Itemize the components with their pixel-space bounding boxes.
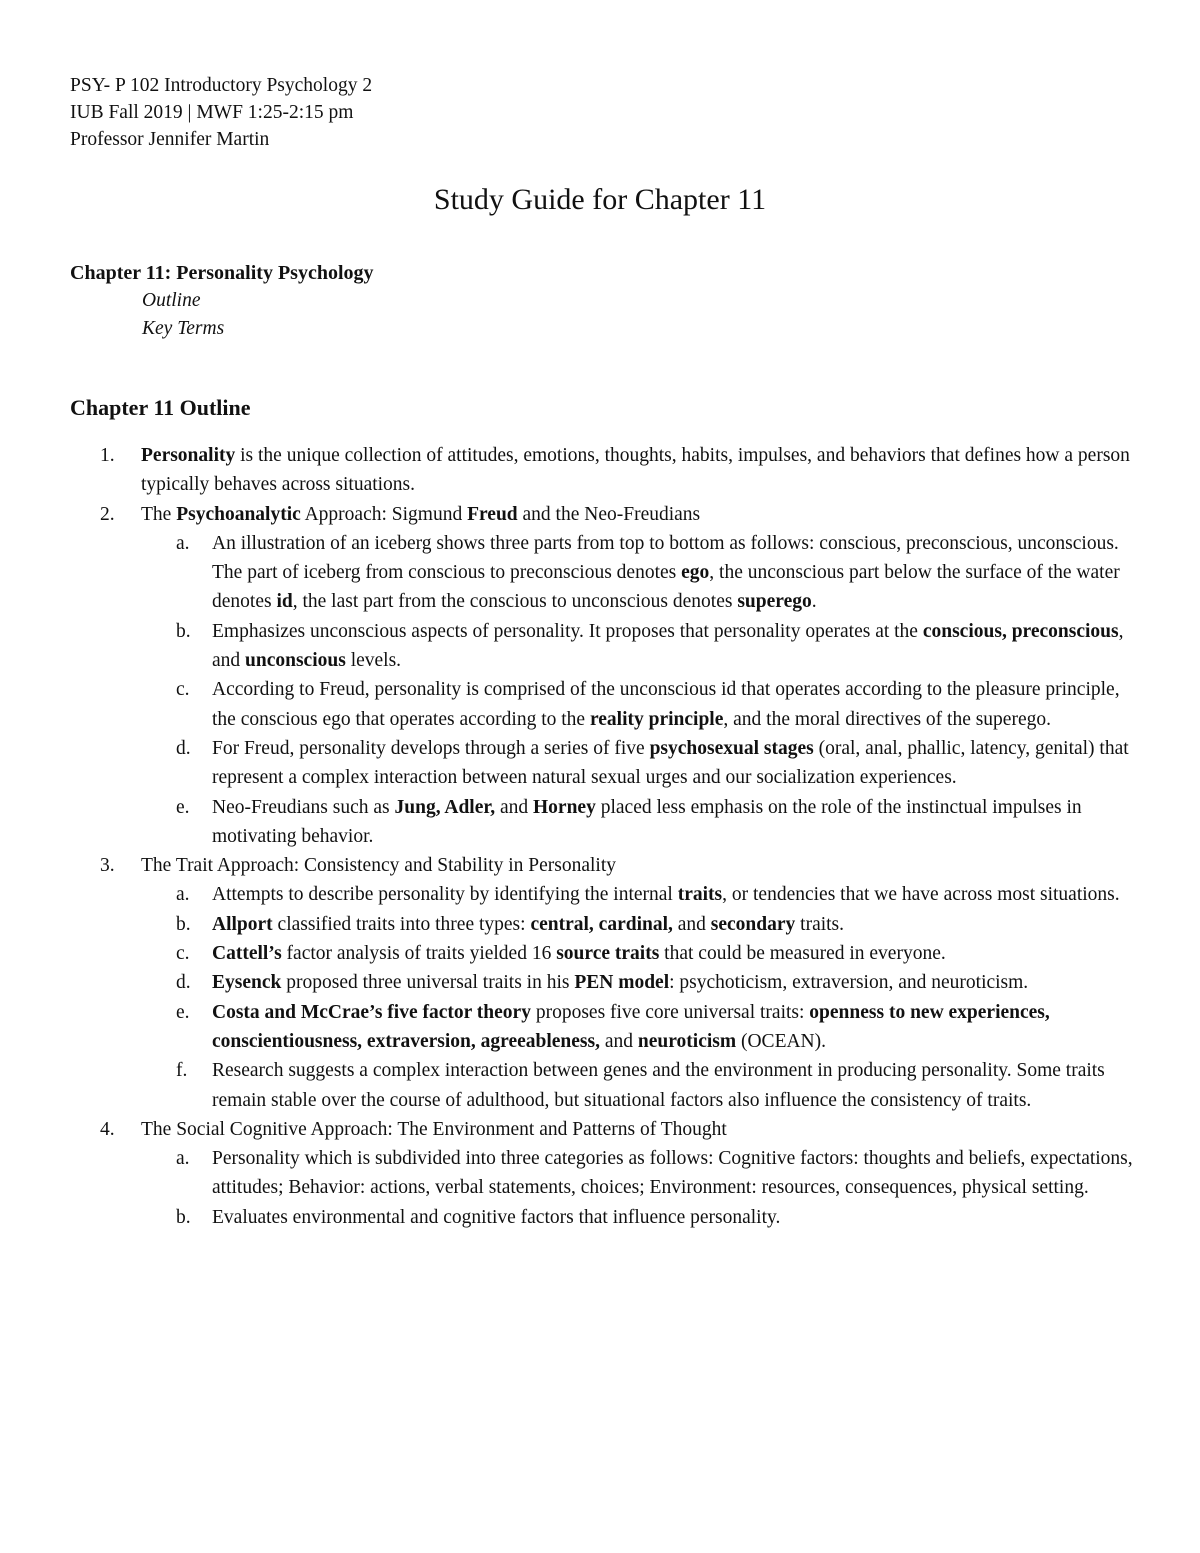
course-name: PSY- P 102 Introductory Psychology 2 — [70, 75, 373, 96]
bold-term: ego — [681, 562, 710, 584]
text-run: is the unique collection of attitudes, emotions, thoughts, habits, impulses, and behaviors that defines how a person typically behaves across situations. — [141, 445, 1130, 496]
text-run: Attempts to describe personality by identifying the internal — [212, 884, 678, 906]
outline-item-text — [141, 445, 1130, 495]
outline-subitem-text — [212, 1060, 1105, 1110]
text-run: . — [811, 591, 817, 613]
text-run: , the last part from the conscious to unconscious denotes — [292, 591, 738, 613]
contents-item-outline: Outline — [142, 290, 201, 311]
outline-item-text — [141, 855, 616, 876]
page-title: Study Guide for Chapter 11 — [433, 183, 767, 216]
bold-term: source traits — [556, 943, 660, 965]
bold-term: Horney — [533, 796, 596, 818]
bold-term: unconscious — [245, 650, 346, 672]
bold-term: Eysenck — [212, 972, 282, 994]
text-run: The Trait Approach: Consistency and Stability in Personality — [141, 855, 617, 877]
text-run: and — [672, 913, 711, 935]
text-run: factor analysis of traits yielded 16 — [281, 943, 557, 965]
outline-subitem-marker: e. — [176, 796, 190, 818]
outline-subitem — [70, 968, 1140, 997]
bold-term: Freud — [467, 503, 518, 525]
outline-subitem-text — [212, 679, 1120, 729]
outline-subitem — [70, 675, 1140, 734]
outline-subitem-text — [212, 797, 1082, 847]
outline-subitem-marker: c. — [176, 943, 190, 965]
outline-subitem — [70, 1203, 1140, 1232]
text-run: placed less emphasis on the role of the instinctual impulses in motivating behavior. — [212, 796, 1082, 847]
outline-subitem — [70, 910, 1140, 939]
outline-subitem-marker: b. — [176, 620, 191, 642]
outline-subitem — [70, 734, 1140, 793]
bold-term: central, cardinal, — [530, 913, 673, 935]
outline-item-marker: 4. — [100, 1118, 115, 1140]
chapter-heading: Chapter 11: Personality Psychology — [70, 262, 374, 284]
text-run: The Social Cognitive Approach: The Environment and Patterns of Thought — [141, 1118, 727, 1140]
outline-subitem-text — [212, 884, 1120, 905]
text-run: An illustration of an iceberg shows three parts from top to bottom as follows: conscious, preconscious, unconscious. The part of iceberg from conscious to preconscious denotes — [212, 532, 1119, 584]
text-run: , the unconscious part below the surface of the water denotes — [212, 562, 1120, 613]
outline-item-text — [141, 1119, 727, 1140]
outline-subitem-marker: a. — [176, 532, 190, 554]
outline-subitem-text — [212, 972, 1028, 993]
outline-subitem-marker: d. — [176, 972, 191, 994]
bold-term: openness to new experiences, conscientiousness, extraversion, agreeableness, — [212, 1001, 1050, 1052]
outline-subitem-text — [212, 1002, 1050, 1052]
text-run: classified traits into three types: — [272, 913, 531, 935]
outline-item-marker: 3. — [100, 855, 115, 877]
outline-item — [70, 851, 1140, 880]
outline-subitem-marker: b. — [176, 913, 191, 935]
bold-term: Cattell’s — [212, 943, 282, 965]
outline-subitem-text — [212, 914, 844, 935]
course-professor: Professor Jennifer Martin — [70, 129, 270, 150]
text-run: traits. — [795, 913, 845, 935]
text-run: , or tendencies that we have across most situations. — [722, 884, 1120, 906]
text-run: : psychoticism, extraversion, and neuroticism. — [669, 972, 1029, 994]
outline-item — [70, 1115, 1140, 1144]
outline-subitem-marker: f. — [176, 1060, 188, 1082]
outline-subitem — [70, 939, 1140, 968]
bold-term: psychosexual stages — [649, 737, 814, 759]
chapter-contents — [142, 287, 224, 343]
text-run: Research suggests a complex interaction between genes and the environment in producing personality. Some traits remain stable over the course of adulthood, but situational factors also influence the consistency of traits. — [212, 1060, 1105, 1111]
outline-subitem — [70, 529, 1140, 617]
outline-subitem-marker: a. — [176, 884, 190, 906]
text-run: and — [495, 796, 534, 818]
outline-subitem-text — [212, 533, 1120, 613]
text-run: proposed three universal traits in his — [281, 972, 575, 994]
outline-subitem-marker: b. — [176, 1206, 191, 1228]
text-run: (oral, anal, phallic, latency, genital) that represent a complex interaction between natural sexual urges and our socialization experiences. — [212, 737, 1129, 789]
outline-subitem-marker: e. — [176, 1001, 190, 1023]
text-run: According to Freud, personality is comprised of the unconscious id that operates according to the pleasure principle, the conscious ego that operates according to the — [212, 679, 1120, 730]
course-term: IUB Fall 2019 | MWF 1:25-2:15 pm — [70, 102, 354, 123]
outline-item-marker: 1. — [100, 445, 115, 466]
outline-item-text — [141, 504, 700, 525]
bold-term: Psychoanalytic — [176, 503, 301, 525]
outline-subitem-marker: a. — [176, 1148, 190, 1170]
bold-term: id — [276, 591, 293, 613]
outline-subitem — [70, 617, 1140, 676]
text-run: The — [141, 503, 177, 525]
course-header — [70, 72, 372, 153]
bold-term: Personality — [141, 445, 236, 466]
bold-term: Costa and McCrae’s five factor theory — [212, 1001, 531, 1023]
bold-term: conscious, preconscious — [922, 620, 1119, 642]
outline-subitem-marker: c. — [176, 679, 190, 701]
text-run: and the Neo-Freudians — [517, 503, 701, 525]
outline-subitem — [70, 880, 1140, 909]
text-run: that could be measured in everyone. — [659, 943, 946, 965]
outline-subitem-marker: d. — [176, 737, 191, 759]
bold-term: Allport — [212, 913, 273, 935]
text-run: , and the moral directives of the superego. — [723, 708, 1051, 730]
text-run: and — [599, 1030, 638, 1052]
text-run: For Freud, personality develops through a series of five — [212, 737, 650, 759]
outline-item — [70, 500, 1140, 529]
text-run: Emphasizes unconscious aspects of personality. It proposes that personality operates at the — [212, 620, 923, 642]
outline-subitem-text — [212, 943, 946, 964]
contents-item-key-terms: Key Terms — [142, 318, 225, 339]
text-run: Evaluates environmental and cognitive factors that influence personality. — [212, 1206, 781, 1228]
text-run: , and — [212, 620, 1124, 672]
outline-subitem-text — [212, 621, 1123, 671]
bold-term: secondary — [710, 913, 796, 935]
text-run: Neo-Freudians such as — [212, 796, 395, 818]
outline-subitem-text — [212, 738, 1129, 788]
text-run: Approach: Sigmund — [300, 503, 468, 525]
bold-term: PEN model — [574, 972, 670, 994]
outline-item-marker: 2. — [100, 503, 115, 525]
bold-term: Jung, Adler, — [394, 796, 496, 818]
text-run: proposes five core universal traits: — [530, 1001, 810, 1023]
bold-term: reality principle — [589, 708, 724, 730]
text-run: (OCEAN). — [736, 1030, 827, 1052]
outline-subitem — [70, 1144, 1140, 1203]
text-run: Personality which is subdivided into three categories as follows: Cognitive factors: thoughts and beliefs, expectations, attitudes; Behavior: actions, verbal statements, choices; Environment: resources, consequences, physical setting. — [212, 1148, 1133, 1199]
outline-subitem-text — [212, 1148, 1133, 1198]
outline-item — [70, 441, 1140, 500]
outline-list — [70, 441, 1140, 1232]
outline-subitem-text — [212, 1207, 780, 1228]
outline-subitem — [70, 793, 1140, 852]
outline-heading: Chapter 11 Outline — [70, 395, 251, 420]
bold-term: traits — [677, 884, 723, 906]
bold-term: neuroticism — [637, 1030, 737, 1052]
outline-subitem — [70, 998, 1140, 1057]
bold-term: superego — [737, 591, 812, 613]
text-run: levels. — [345, 650, 402, 672]
outline-subitem — [70, 1056, 1140, 1115]
